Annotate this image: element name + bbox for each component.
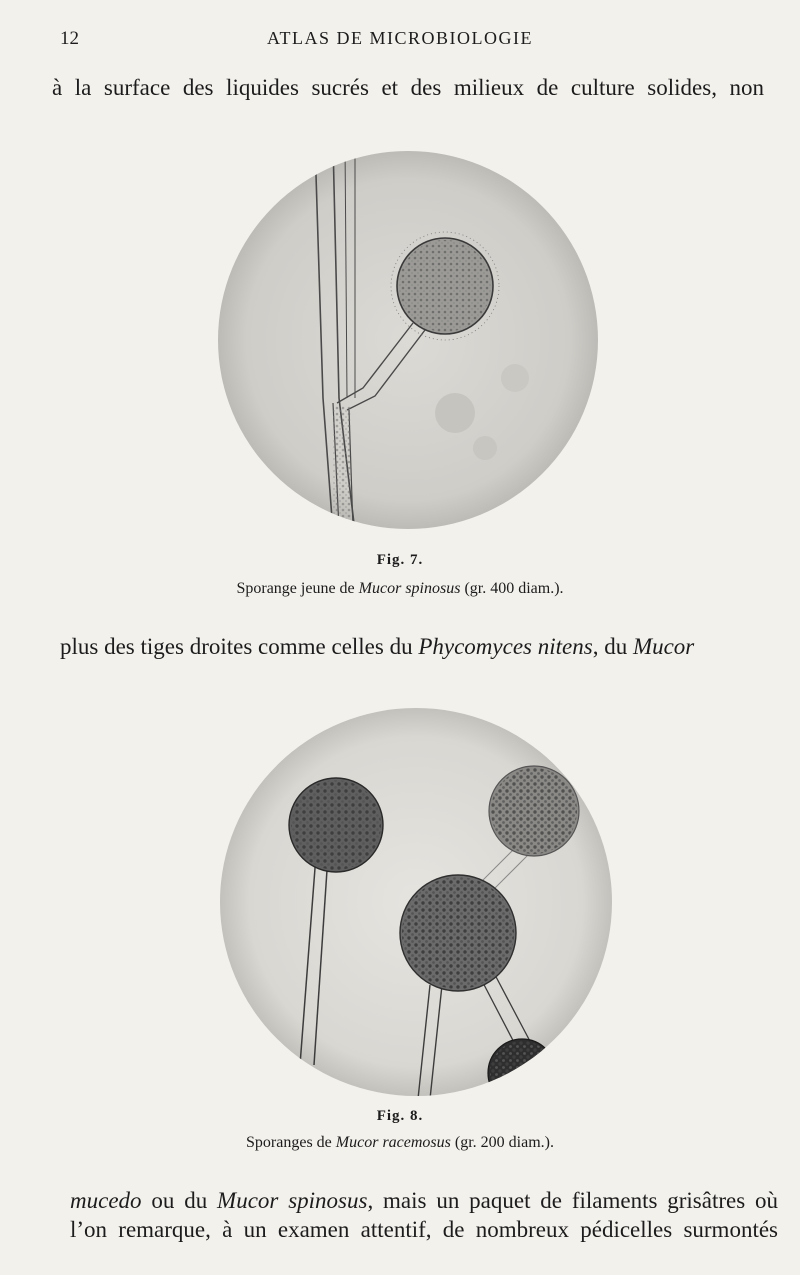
body-text-line-3 (70, 1186, 778, 1216)
line-2-text-b: , du (592, 634, 633, 659)
figure-8-caption-species: Mucor racemosus (335, 1134, 451, 1151)
line-2-text-a: plus des tiges droites comme celles du (60, 634, 419, 659)
figure-8-caption-magnification: (gr. 200 diam.). (450, 1134, 554, 1151)
line-3-species: mucedo (70, 1188, 142, 1213)
figure-8-micrograph (218, 705, 614, 1099)
page-number: 12 (60, 28, 79, 49)
figure-7-caption-text: Sporange jeune de (236, 580, 359, 597)
line-3-text-a: ou du (141, 1188, 218, 1213)
line-2-genus: Mucor (632, 634, 695, 659)
figure-7-label: Fig. 7. (376, 552, 424, 568)
line-2-species: Phycomyces nitens (418, 634, 593, 659)
running-title: ATLAS DE MICROBIOLOGIE (267, 28, 533, 48)
figure-8-label: Fig. 8. (376, 1108, 424, 1124)
figure-7-caption-species: Mucor spinosus (358, 580, 461, 597)
figure-7-caption (0, 580, 800, 598)
figure-8-caption-text: Sporanges de (246, 1134, 336, 1151)
body-text-line-4: l’on remarque, à un examen attentif, de nombreux pédicelles surmontés (70, 1217, 778, 1242)
figure-7-caption-magnification: (gr. 400 diam.). (460, 580, 564, 597)
body-text-line-1: à la surface des liquides sucrés et des milieux de culture solides, non (52, 75, 764, 100)
figure-7-micrograph (215, 148, 601, 532)
line-3-species-2: Mucor spinosus (217, 1188, 368, 1213)
figure-8-caption (0, 1134, 800, 1152)
body-text-line-2 (60, 632, 770, 662)
line-3-text-b: , mais un paquet de filaments grisâtres où (367, 1188, 779, 1213)
